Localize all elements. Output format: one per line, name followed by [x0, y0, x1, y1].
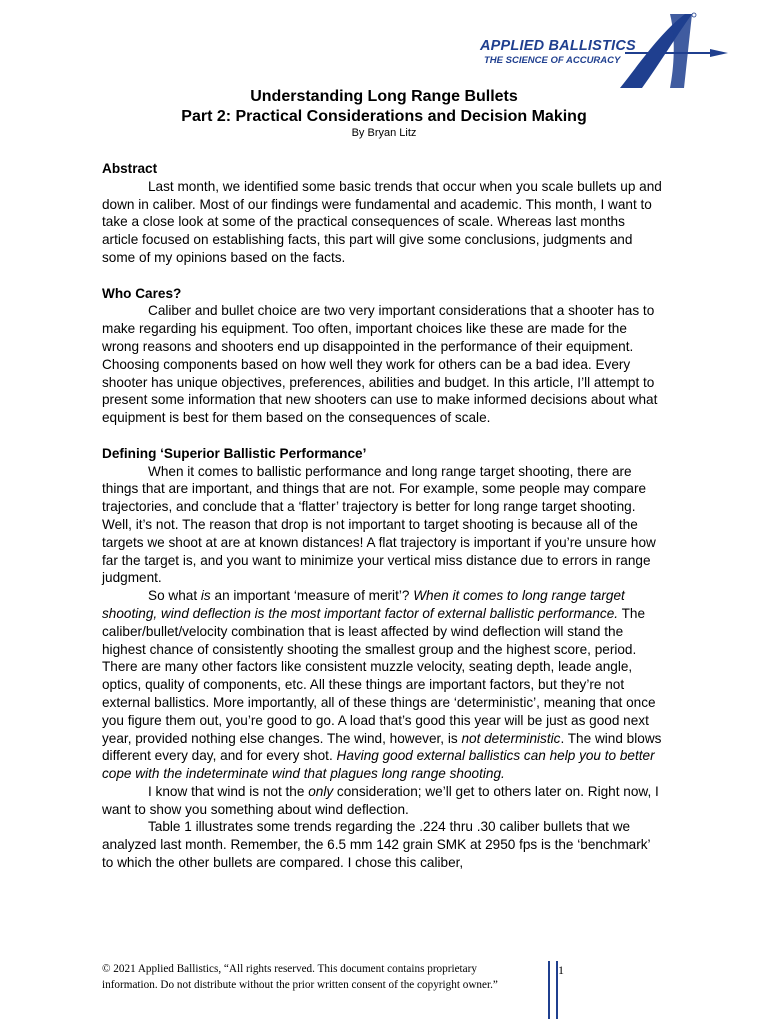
- abstract-heading: Abstract: [102, 161, 158, 176]
- page-number-divider: [548, 961, 558, 1019]
- article-body: [102, 160, 662, 872]
- logo-tagline-text: THE SCIENCE OF ACCURACY: [484, 55, 621, 66]
- abstract-paragraph: Last month, we identified some basic trends that occur when you scale bullets up and down in caliber. Most of our findings were fundamental and academic. This month, I want to take a close look at some of the practical consequences of scale. Whereas last months article focused on establishing facts, this part will give some conclusions, judgments and some of my opinions based on the facts.: [102, 178, 662, 265]
- page-number: 1: [558, 963, 564, 977]
- document-subtitle: Part 2: Practical Considerations and Decision Making: [181, 108, 587, 125]
- applied-ballistics-logo: [470, 8, 740, 92]
- defining-paragraph-3: I know that wind is not the only consideration; we’ll get to others later on. Right now, I want to show you something about wind deflection.: [102, 783, 659, 817]
- copyright-footer: © 2021 Applied Ballistics, “All rights reserved. This document contains proprietary information. Do not distribute without the prior written consent of the copyright owner.”: [102, 963, 498, 991]
- who-cares-paragraph: Caliber and bullet choice are two very important considerations that a shooter has to make regarding his equipment. Too often, important choices like these are made for the wrong reasons and shooters end up disappointed in the performance of their equipment. Choosing components based on how well they work for others can be a bad idea. Every shooter has unique objectives, preferences, abilities and budget. In this article, I’ll attempt to present some information that new shooters can use to make informed decisions about what equipment is best for them based on the consequences of scale.: [102, 303, 658, 426]
- defining-paragraph-2: So what is an important ‘measure of merit’? When it comes to long range target shooting, wind deflection is the most important factor of external ballistic performance. The caliber/bullet/velocity combination that is least affected by wind deflection will stand the highest chance of consistently shooting the smallest group and the highest score, period. There are many other factors like consistent muzzle velocity, seating depth, leade angle, optics, quality of components, etc. All these things are important factors, but they’re not external ballistics. More importantly, all of these things are ‘deterministic’, meaning that once you figure them out, you’re good to go. A load that’s good this year will be just as good next year, provided nothing else changes. The wind, however, is not deterministic. The wind blows different every day, and for every shot. Having good external ballistics can help you to better cope with the indeterminate wind that plagues long range shooting.: [102, 588, 662, 782]
- who-cares-heading: Who Cares?: [102, 285, 182, 301]
- defining-paragraph-4: Table 1 illustrates some trends regarding the .224 thru .30 caliber bullets that we analyzed last month. Remember, the 6.5 mm 142 grain SMK at 2950 fps is the ‘benchmark’ to which the other bullets are compared. I chose this caliber,: [102, 819, 651, 871]
- logo-brand-text: APPLIED BALLISTICS: [480, 38, 636, 54]
- defining-paragraph-1: When it comes to ballistic performance and long range target shooting, there are things that are important, and things that are not. For example, some people may compare trajectories, and conclude that a ‘flatter’ trajectory is better for long range target shooting. Well, it’s not. The reason that drop is not important to target shooting is because all of the targets we shoot at are at known distances! A flat trajectory is important if you’re unsure how far the target is, and you want to minimize your vertical miss distance due to errors in range judgment.: [102, 463, 656, 586]
- document-title: Understanding Long Range Bullets: [250, 88, 518, 105]
- defining-heading: Defining ‘Superior Ballistic Performance’: [102, 445, 367, 461]
- author-byline: By Bryan Litz: [351, 127, 417, 139]
